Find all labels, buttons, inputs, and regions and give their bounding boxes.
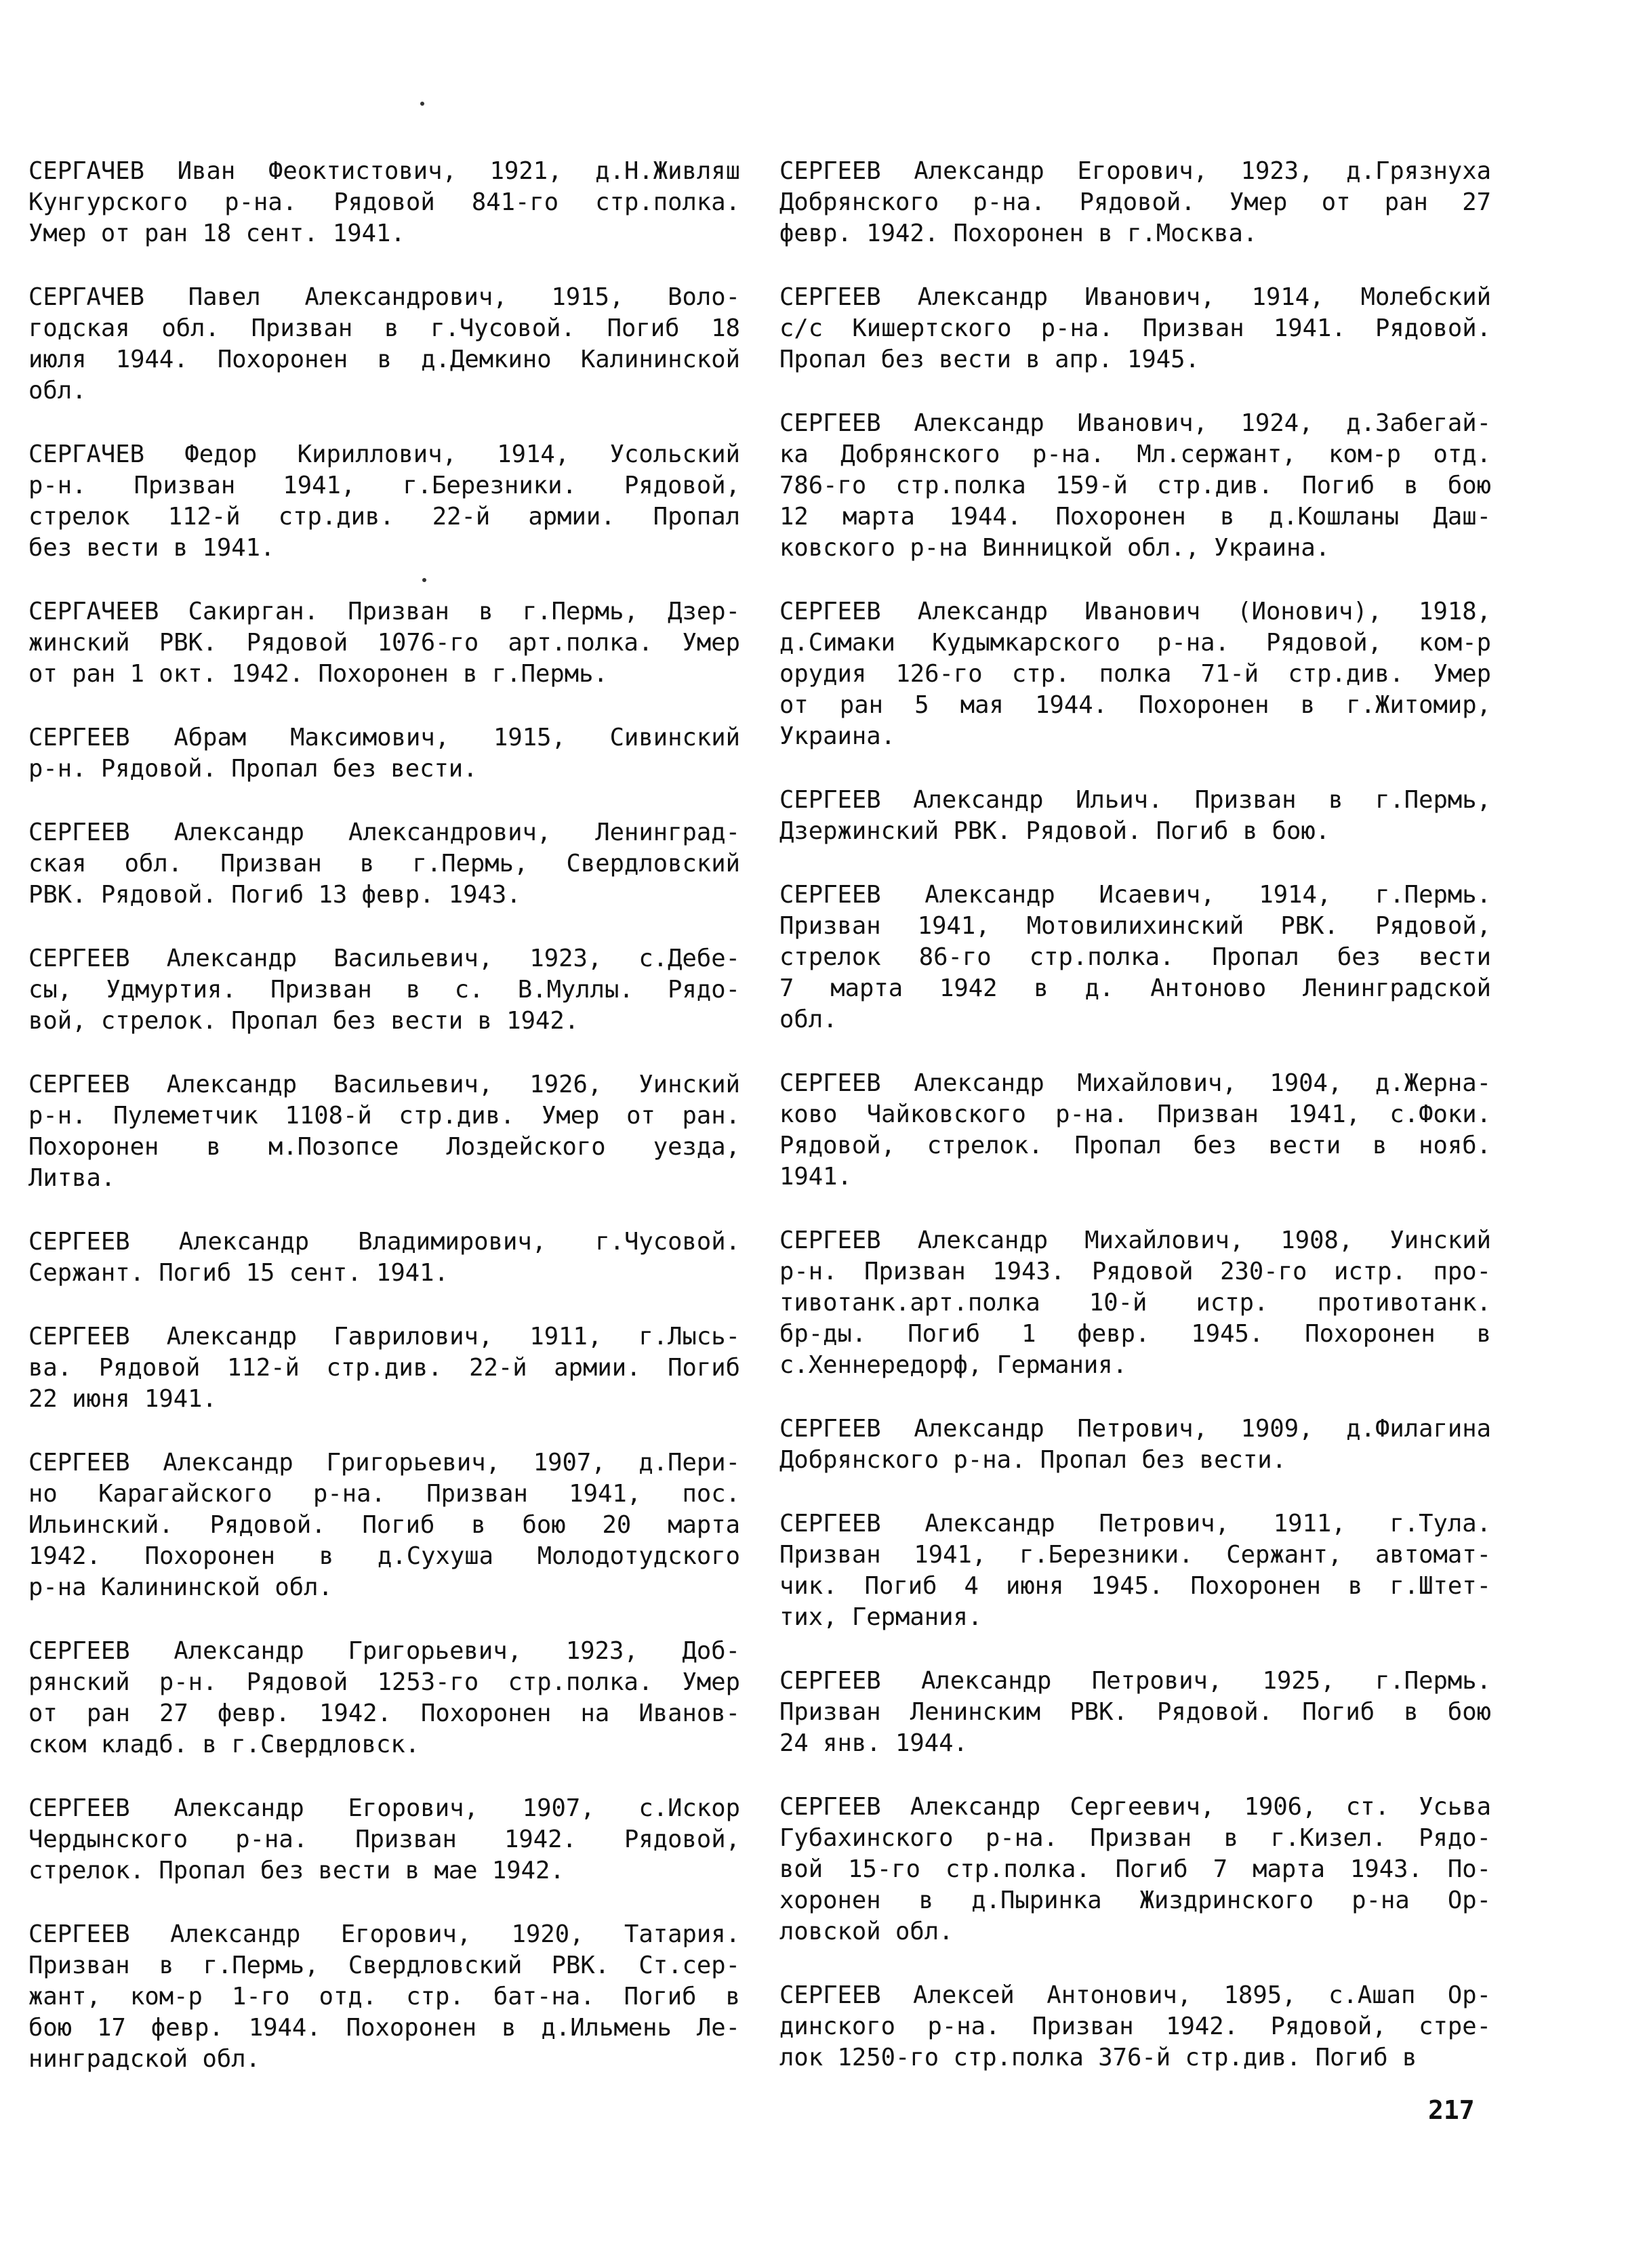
entry-line: ловской обл. [779,1918,954,1945]
entry-line: хоронен в д.Пыринка Жиздринского р-на Ор- [779,1886,1491,1914]
entry-line: но Карагайского р-на. Призван 1941, пос. [28,1480,740,1508]
entry-line: СЕРГЕЕВ Александр Егорович, 1920, Татария. [28,1920,740,1948]
entry-line: РВК. Рядовой. Погиб 13 февр. 1943. [28,881,521,909]
entry-line: вой, стрелок. Пропал без вести в 1942. [28,1007,580,1035]
register-entry [28,943,740,1037]
entry-line: Призван в г.Пермь, Свердловский РВК. Ст.сер- [28,1952,740,1979]
entry-line: Пропал без вести в апр. 1945. [779,346,1200,373]
page-number: 217 [1428,2095,1475,2125]
entry-line: бр-ды. Погиб 1 февр. 1945. Похоронен в [779,1320,1491,1348]
entry-line: СЕРГАЧЕВ Павел Александрович, 1915, Воло- [28,283,740,311]
entry-line: годская обл. Призван в г.Чусовой. Погиб 18 [28,314,740,342]
register-entry [779,1666,1491,1759]
register-entry [779,1508,1491,1633]
entry-line: от ран 1 окт. 1942. Похоронен в г.Пермь. [28,660,608,688]
entry-line: СЕРГЕЕВ Александр Петрович, 1909, д.Филагина [779,1415,1491,1443]
register-entry [779,596,1491,752]
entry-line: от ран 27 февр. 1942. Похоронен на Иванов- [28,1699,740,1727]
entry-line: Рядовой, стрелок. Пропал без вести в нояб. [779,1132,1491,1159]
entry-line: Похоронен в м.Позопсе Лоздейского уезда, [28,1133,740,1161]
register-entry [28,282,740,407]
entry-line: стрелок 86-го стр.полка. Пропал без вести [779,943,1491,971]
entry-line: Чердынского р-на. Призван 1942. Рядовой, [28,1826,740,1853]
entry-line: ва. Рядовой 112-й стр.див. 22-й армии. Погиб [28,1354,740,1382]
entry-line: СЕРГЕЕВ Абрам Максимович, 1915, Сивинский [28,724,740,751]
entry-line: от ран 5 мая 1944. Похоронен в г.Житомир, [779,691,1491,719]
entry-line: Украина. [779,722,895,750]
entry-line: СЕРГЕЕВ Александр Васильевич, 1926, Уинский [28,1071,740,1098]
entry-line: р-на Калининской обл. [28,1573,333,1601]
register-entry [28,1919,740,2075]
register-entry [28,722,740,785]
register-entry [779,1792,1491,1947]
entry-line: СЕРГЕЕВ Александр Александрович, Ленинград- [28,819,740,846]
entry-line: СЕРГАЧЕВ Иван Феоктистович, 1921, д.Н.Живляш [28,157,740,185]
register-entry [779,785,1491,847]
entry-line: стрелок 112-й стр.див. 22-й армии. Пропал [28,503,740,531]
entry-line: СЕРГЕЕВ Александр Гаврилович, 1911, г.Лысь- [28,1323,740,1351]
entry-line: СЕРГЕЕВ Александр Иванович, 1914, Молебский [779,283,1491,311]
entry-line: СЕРГЕЕВ Александр Ильич. Призван в г.Пермь, [779,786,1491,814]
entry-line: без вести в 1941. [28,534,275,562]
entry-line: Литва. [28,1164,116,1192]
register-entry [28,439,740,564]
entry-line: СЕРГЕЕВ Александр Михайлович, 1908, Уинский [779,1226,1491,1254]
entry-line: бою 17 февр. 1944. Похоронен в д.Ильмень Ле- [28,2014,740,2042]
entry-line: тивотанк.арт.полка 10-й истр. противотанк. [779,1289,1491,1317]
entry-line: Добрянского р-на. Пропал без вести. [779,1446,1287,1474]
entry-line: Ильинский. Рядовой. Погиб в бою 20 марта [28,1511,740,1539]
entry-line: 1942. Похоронен в д.Сухуша Молодотудского [28,1542,740,1570]
register-entry [779,1225,1491,1381]
register-entry [28,596,740,690]
entry-line: СЕРГАЧЕВ Федор Кириллович, 1914, Усольский [28,440,740,468]
entry-line: СЕРГЕЕВ Александр Григорьевич, 1907, д.Пери- [28,1449,740,1477]
entry-line: жинский РВК. Рядовой 1076-го арт.полка. Умер [28,629,740,657]
entry-line: СЕРГЕЕВ Александр Петрович, 1911, г.Тула. [779,1510,1491,1538]
entry-line: Кунгурского р-на. Рядовой 841-го стр.полка. [28,188,740,216]
entry-line: 786-го стр.полка 159-й стр.див. Погиб в бою [779,472,1491,499]
entry-line: Дзержинский РВК. Рядовой. Погиб в бою. [779,817,1330,845]
register-entry [779,282,1491,375]
entry-line: ковского р-на Винницкой обл., Украина. [779,534,1330,562]
entry-line: нинградской обл. [28,2045,260,2073]
entry-line: Сержант. Погиб 15 сент. 1941. [28,1259,449,1287]
entry-line: динского р-на. Призван 1942. Рядовой, стре- [779,2013,1491,2040]
entry-line: СЕРГЕЕВ Александр Григорьевич, 1923, Доб- [28,1637,740,1665]
entry-line: чик. Погиб 4 июня 1945. Похоронен в г.Штет- [779,1572,1491,1600]
register-entry [779,1980,1491,2074]
entry-line: 24 янв. 1944. [779,1729,968,1757]
entry-line: обл. [28,377,87,405]
entry-line: ская обл. Призван в г.Пермь, Свердловский [28,850,740,878]
register-entry [28,1636,740,1760]
entry-line: с/с Кишертского р-на. Призван 1941. Рядовой. [779,314,1491,342]
entry-line: вой 15-го стр.полка. Погиб 7 марта 1943. По- [779,1855,1491,1883]
entry-line: СЕРГЕЕВ Александр Егорович, 1907, с.Искор [28,1794,740,1822]
register-entry [779,1068,1491,1193]
entry-line: СЕРГЕЕВ Александр Петрович, 1925, г.Пермь. [779,1667,1491,1695]
entry-line: Призван 1941, г.Березники. Сержант, автомат- [779,1541,1491,1569]
register-entry [779,880,1491,1035]
ink-speck [420,102,424,106]
entry-line: жант, ком-р 1-го отд. стр. бат-на. Погиб в [28,1983,740,2011]
register-entry [28,1226,740,1289]
register-entry [779,408,1491,564]
entry-line: орудия 126-го стр. полка 71-й стр.див. Умер [779,660,1491,688]
entry-line: р-н. Пулеметчик 1108-й стр.див. Умер от ран. [28,1102,740,1130]
entry-line: р-н. Призван 1941, г.Березники. Рядовой, [28,472,740,499]
right-column [779,156,1491,2106]
entry-line: обл. [779,1006,838,1033]
entry-line: СЕРГЕЕВ Александр Иванович, 1924, д.Забегай- [779,409,1491,437]
register-entry [28,817,740,911]
entry-line: тих, Германия. [779,1603,983,1631]
entry-line: р-н. Призван 1943. Рядовой 230-го истр. про- [779,1258,1491,1285]
register-entry [28,156,740,249]
entry-line: Умер от ран 18 сент. 1941. [28,220,405,247]
entry-line: февр. 1942. Похоронен в г.Москва. [779,220,1258,247]
entry-line: СЕРГЕЕВ Александр Сергеевич, 1906, ст. Усьва [779,1793,1491,1821]
entry-line: 12 марта 1944. Похоронен в д.Кошланы Даш- [779,503,1491,531]
entry-line: СЕРГЕЕВ Александр Васильевич, 1923, с.Дебе- [28,945,740,972]
entry-line: июля 1944. Похоронен в д.Демкино Калининской [28,346,740,373]
entry-line: СЕРГЕЕВ Алексей Антонович, 1895, с.Ашап Ор- [779,1981,1491,2009]
entry-line: лок 1250-го стр.полка 376-й стр.див. Погиб в [779,2044,1417,2071]
entry-line: рянский р-н. Рядовой 1253-го стр.полка. Умер [28,1668,740,1696]
entry-line: 7 марта 1942 в д. Антоново Ленинградской [779,974,1491,1002]
entry-line: ково Чайковского р-на. Призван 1941, с.Фоки. [779,1100,1491,1128]
entry-line: СЕРГЕЕВ Александр Владимирович, г.Чусовой. [28,1228,740,1256]
entry-line: Призван Ленинским РВК. Рядовой. Погиб в бою [779,1698,1491,1726]
entry-line: СЕРГЕЕВ Александр Иванович (Ионович), 1918, [779,598,1491,625]
entry-line: 22 июня 1941. [28,1385,217,1413]
entry-line: Призван 1941, Мотовилихинский РВК. Рядовой, [779,912,1491,940]
register-entry [28,1793,740,1886]
entry-line: р-н. Рядовой. Пропал без вести. [28,755,478,783]
entry-line: сы, Удмуртия. Призван в с. В.Муллы. Рядо- [28,976,740,1004]
entry-line: 1941. [779,1163,852,1191]
left-column [28,156,740,2107]
register-entry [779,156,1491,249]
register-entry [28,1321,740,1415]
entry-line: СЕРГЕЕВ Александр Михайлович, 1904, д.Жерна- [779,1069,1491,1097]
entry-line: Губахинского р-на. Призван в г.Кизел. Рядо- [779,1824,1491,1852]
register-entry [779,1414,1491,1476]
entry-line: Добрянского р-на. Рядовой. Умер от ран 27 [779,188,1491,216]
entry-line: ка Добрянского р-на. Мл.сержант, ком-р отд. [779,440,1491,468]
register-entry [28,1447,740,1603]
entry-line: СЕРГАЧЕЕВ Сакирган. Призван в г.Пермь, Дзер- [28,598,740,625]
register-entry [28,1069,740,1194]
entry-line: СЕРГЕЕВ Александр Егорович, 1923, д.Грязнуха [779,157,1491,185]
entry-line: стрелок. Пропал без вести в мае 1942. [28,1857,565,1884]
entry-line: СЕРГЕЕВ Александр Исаевич, 1914, г.Пермь. [779,881,1491,909]
entry-line: д.Симаки Кудымкарского р-на. Рядовой, ком-р [779,629,1491,657]
entry-line: с.Хеннередорф, Германия. [779,1351,1127,1379]
entry-line: ском кладб. в г.Свердловск. [28,1731,420,1758]
